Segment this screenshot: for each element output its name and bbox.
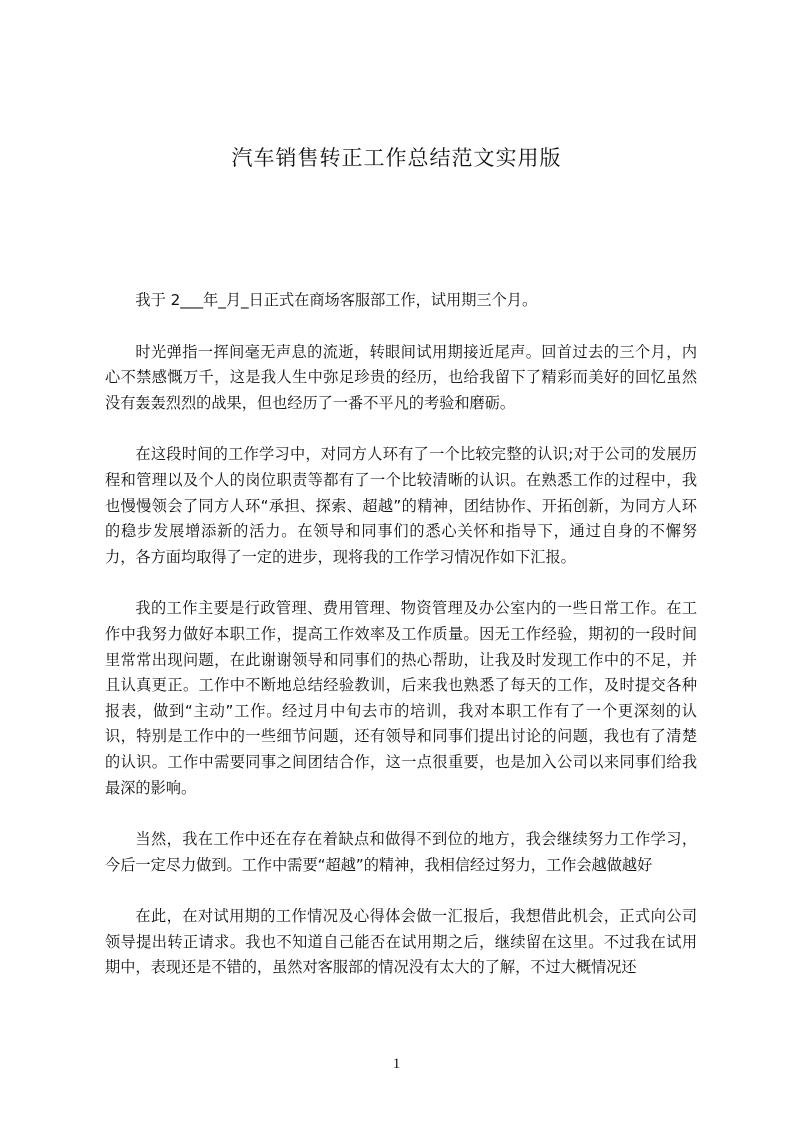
paragraph-4: 我的工作主要是行政管理、费用管理、物资管理及办公室内的一些日常工作。在工作中我努力做好本职工作，提高工作效率及工作质量。因无工作经验，期初的一段时间里常常出现问题，在此谢谢领导和同事们的热心帮助，让我及时发现工作中的不足，并且认真更正。工作中不断地总结经验教训，后来我也熟悉了每天的工作，及时提交各种报表，做到“主动”工作。经过月中旬去市的培训，我对本职工作有了一个更深刻的认识，特别是工作中的一些细节问题，还有领导和同事们提出讨论的问题，我也有了清楚的认识。工作中需要同事之间团结合作，这一点很重要，也是加入公司以来同事们给我最深的影响。 [105,599,697,797]
document-title: 汽车销售转正工作总结范文实用版 [231,146,562,170]
document-body [105,288,697,1007]
paragraph-6: 在此，在对试用期的工作情况及心得体会做一汇报后，我想借此机会，正式向公司领导提出转正请求。我也不知道自己能否在试用期之后，继续留在这里。不过我在试用期中，表现还是不错的，虽然对客服部的情况没有太大的了解，不过大概情况还 [105,907,697,977]
paragraph-1: 我于 2___年_月_日正式在商场客服部工作，试用期三个月。 [135,291,538,309]
paragraph-5: 当然，我在工作中还在存在着缺点和做得不到位的地方，我会继续努力工作学习，今后一定尽力做到。工作中需要“超越”的精神，我相信经过努力，工作会越做越好 [105,830,697,874]
paragraph-3: 在这段时间的工作学习中，对同方人环有了一个比较完整的认识;对于公司的发展历程和管理以及个人的岗位职责等都有了一个比较清晰的认识。在熟悉工作的过程中，我也慢慢领会了同方人环“承担、探索、超越”的精神，团结协作、开拓创新，为同方人环的稳步发展增添新的活力。在领导和同事们的悉心关怀和指导下，通过自身的不懈努力，各方面均取得了一定的进步，现将我的工作学习情况作如下汇报。 [105,445,697,566]
paragraph-2: 时光弹指一挥间毫无声息的流逝，转眼间试用期接近尾声。回首过去的三个月，内心不禁感慨万千，这是我人生中弥足珍贵的经历，也给我留下了精彩而美好的回忆虽然没有轰轰烈烈的战果，但也经历了一番不平凡的考验和磨砺。 [105,342,697,412]
page-number: 1 [392,1056,401,1072]
